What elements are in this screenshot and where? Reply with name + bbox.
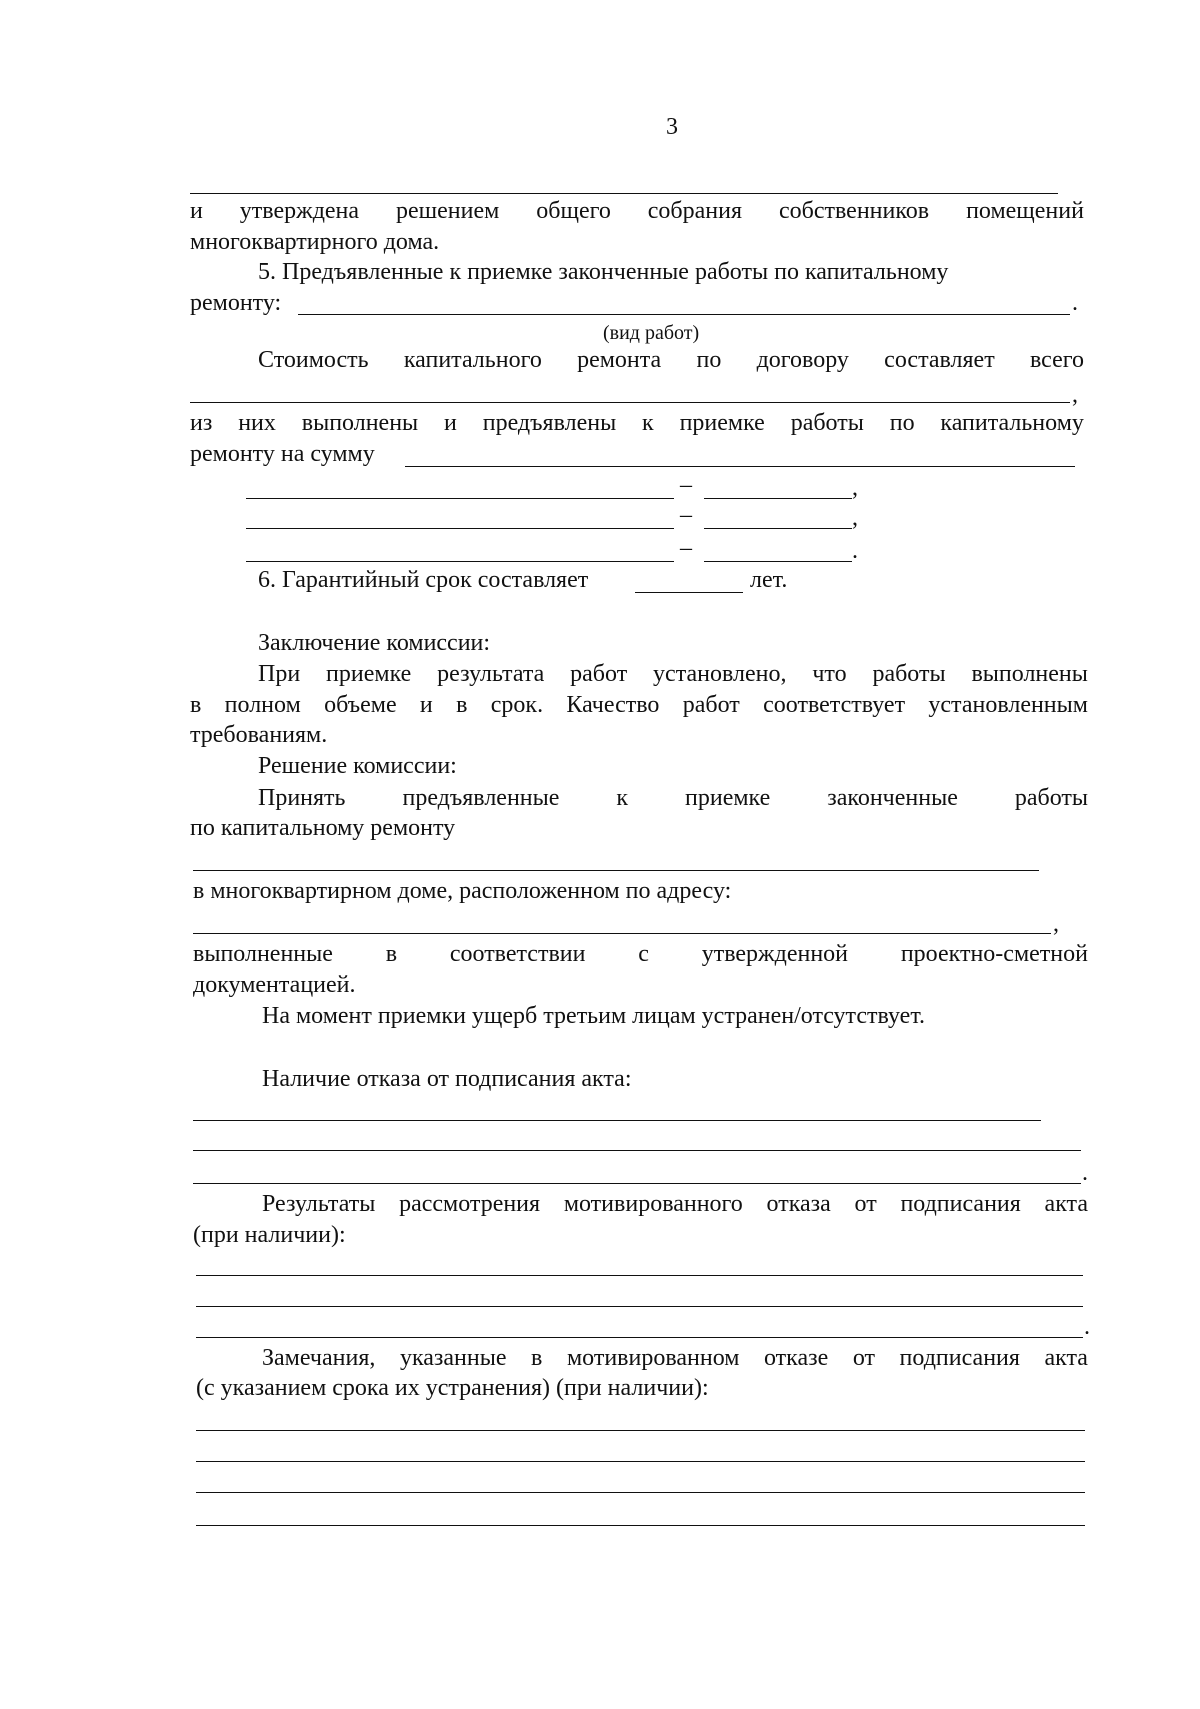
address-label: в многоквартирном доме, расположенном по адресу: [193,878,732,904]
blank-line [193,1183,1081,1184]
conclusion-title: Заключение комиссии: [258,630,491,656]
word: общего [536,198,611,224]
word: к [642,410,654,436]
performed-doc-line [193,939,1088,969]
word: соответствии [449,941,586,967]
breakdown-period: . [852,538,858,564]
work-type-hint: (вид работ) [603,322,700,344]
performed-line [190,408,1084,438]
remarks-line-cont: (с указанием срока их устранения) (при наличии): [196,1375,709,1401]
word: решением [396,198,500,224]
item5-end-dot: . [1072,290,1078,316]
word: срок. [490,692,544,718]
word: помещений [966,198,1084,224]
word: выполненные [193,941,333,967]
word: капитального [403,347,542,373]
word: мотивированном [566,1345,740,1371]
word: выполнены [971,661,1088,687]
blank-line [196,1430,1085,1431]
word: установлено, [653,661,787,687]
review-line-cont: (при наличии): [193,1222,346,1248]
word: и [444,410,457,436]
word: Результаты [262,1191,376,1217]
warranty-field [635,592,743,593]
decision-line-cont: по капитальному ремонту [190,815,456,841]
address-field [193,933,1051,934]
breakdown-item-field [246,561,674,562]
blank-line [193,870,1039,871]
performed-label: ремонту на сумму [190,441,375,467]
page-number: 3 [666,114,678,140]
word: договору [756,347,849,373]
word: установленным [928,692,1088,718]
address-comma: , [1053,911,1059,937]
word: выполнены [301,410,419,436]
sum-field [405,466,1075,467]
word: предъявленные [402,785,560,811]
damage-line: На момент приемки ущерб третьим лицам устранен/отсутствует. [262,1003,926,1029]
word: подписания [900,1191,1021,1217]
word: от [854,1191,877,1217]
work-type-field [298,314,1070,315]
item5-heading: 5. Предъявленные к приемке законченные работы по капитальному [258,259,949,285]
breakdown-comma: , [852,475,858,501]
cost-line [258,345,1084,375]
word: Качество [566,692,660,718]
word: по [696,347,722,373]
approved-line [190,196,1084,226]
blank-line [196,1337,1083,1338]
word: подписания [899,1345,1020,1371]
word: ремонта [577,347,662,373]
word: капитальному [940,410,1084,436]
word: и [190,198,203,224]
word: и [419,692,433,718]
word: к [616,785,629,811]
word: собрания [647,198,743,224]
word: объеме [324,692,397,718]
word: При [258,661,301,687]
word: отказа [766,1191,831,1217]
performed-doc-line-end: документацией. [193,972,356,998]
word: законченные [827,785,958,811]
breakdown-sum-field [704,498,852,499]
item5-label: ремонту: [190,290,282,316]
refusal-end-dot: . [1082,1160,1088,1186]
word: утверждена [239,198,360,224]
remarks-line [262,1343,1088,1373]
breakdown-comma: , [852,505,858,531]
word: работ [682,692,740,718]
word: работы [872,661,946,687]
refusal-label: Наличие отказа от подписания акта: [262,1066,632,1092]
blank-line [193,1120,1041,1121]
review-end-dot: . [1084,1314,1090,1340]
breakdown-dash: – [680,502,692,528]
word: акта [1044,1345,1088,1371]
cost-field [190,402,1070,403]
word: по [889,410,915,436]
blank-line [193,1150,1081,1151]
decision-title: Решение комиссии: [258,753,457,779]
word: приемке [685,785,771,811]
word: Принять [258,785,346,811]
word: акта [1044,1191,1088,1217]
word: предъявлены [482,410,617,436]
word: указанные [399,1345,507,1371]
warranty-label: 6. Гарантийный срок составляет [258,567,589,593]
word: из [190,410,213,436]
word: составляет [884,347,995,373]
word: них [238,410,276,436]
word: рассмотрения [399,1191,541,1217]
word: отказе [763,1345,829,1371]
conclusion-line [258,659,1088,689]
word: утвержденной [701,941,849,967]
word: в [190,692,202,718]
blank-line [196,1461,1085,1462]
word: проектно-сметной [900,941,1088,967]
approved-line-cont: многоквартирного дома. [190,229,440,255]
blank-line [196,1306,1083,1307]
word: приемке [679,410,765,436]
word: работ [570,661,628,687]
word: работы [1014,785,1088,811]
breakdown-item-field [246,528,674,529]
word: соответствует [763,692,906,718]
word: работы [790,410,864,436]
breakdown-dash: – [680,535,692,561]
word: в [385,941,398,967]
blank-line [190,193,1058,194]
word: с [638,941,649,967]
word: мотивированного [563,1191,743,1217]
decision-line [258,783,1088,813]
word: в [456,692,468,718]
word: собственников [778,198,930,224]
word: Стоимость [258,347,369,373]
blank-line [196,1275,1083,1276]
warranty-unit: лет. [750,567,788,593]
word: что [812,661,847,687]
conclusion-line-end: требованиям. [190,722,328,748]
breakdown-dash: – [680,472,692,498]
word: всего [1029,347,1084,373]
word: приемке [326,661,412,687]
breakdown-sum-field [704,528,852,529]
breakdown-sum-field [704,561,852,562]
word: Замечания, [262,1345,376,1371]
word: от [852,1345,875,1371]
word: полном [224,692,301,718]
cost-comma: , [1072,382,1078,408]
blank-line [196,1525,1085,1526]
breakdown-item-field [246,498,674,499]
blank-line [196,1492,1085,1493]
conclusion-line [190,690,1088,720]
word: в [531,1345,543,1371]
review-line [262,1189,1088,1219]
word: результата [437,661,545,687]
